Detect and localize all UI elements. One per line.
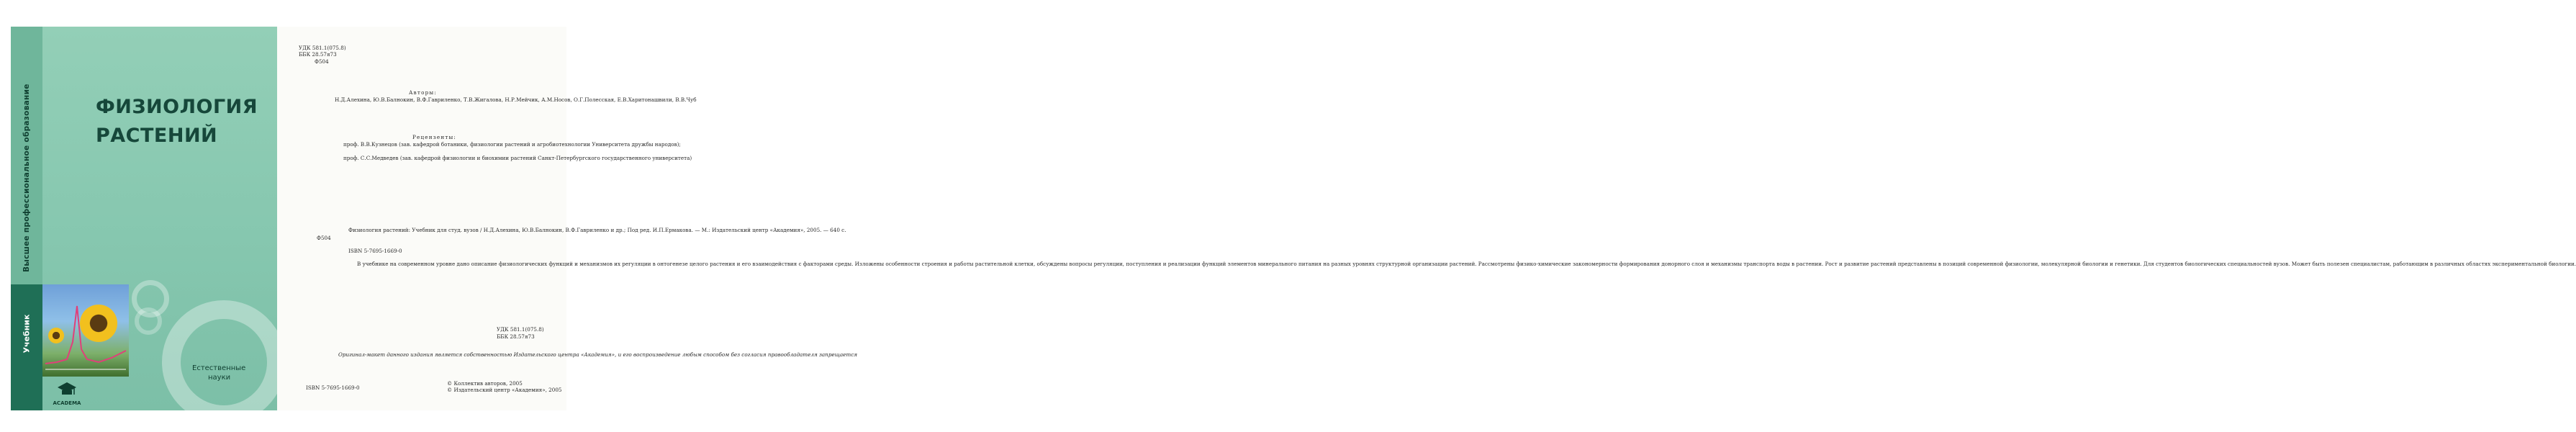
decorative-ring-small xyxy=(135,307,162,335)
book-spread xyxy=(11,27,2576,410)
bbk-code: ББК 28.57я73 xyxy=(299,51,337,58)
subject-line-1: Естественные xyxy=(192,364,246,372)
bibliographic-record: Физиология растений: Учебник для студ. вузов / Н.Д.Алехина, Ю.В.Балнокин, В.Ф.Гавриленко и др.; Под ред. И.П.Ермакова. — М.: Издательский центр «Академия», 2005. — 640 с. xyxy=(348,227,846,233)
authors-heading: Авторы: xyxy=(409,89,437,96)
subject-label xyxy=(192,364,245,382)
title-line-1: ФИЗИОЛОГИЯ xyxy=(96,96,258,118)
publisher-logo-text: ACADEMA xyxy=(53,400,81,406)
copyright-authors: © Коллектив авторов, 2005 xyxy=(447,380,523,387)
udk-code: УДК 581.1(075.8) xyxy=(299,45,346,51)
copyright-publisher: © Издательский центр «Академия», 2005 xyxy=(447,387,562,393)
reviewer-2: проф. С.С.Медведев (зав. кафедрой физиологии и биохимии растений Санкт-Петербургского государственного университета) xyxy=(343,155,692,161)
bbk-code-bottom: ББК 28.57я73 xyxy=(497,333,535,340)
reviewers-heading: Рецензенты: xyxy=(412,134,457,140)
academia-logo-icon xyxy=(57,382,77,397)
book-type-label: Учебник xyxy=(22,314,32,354)
decorative-ring xyxy=(162,300,286,424)
biblio-author-mark: Ф504 xyxy=(317,235,331,241)
publisher-logo xyxy=(53,382,81,408)
author-mark: Ф504 xyxy=(315,58,329,65)
book-title xyxy=(96,93,258,150)
udk-code-bottom: УДК 581.1(075.8) xyxy=(497,326,544,333)
isbn-bottom: ISBN 5-7695-1669-0 xyxy=(306,384,360,391)
graph-overlay-icon xyxy=(42,284,129,377)
sunflower-photo xyxy=(42,284,129,377)
imprint-page xyxy=(277,27,2576,410)
copyright-notice: Оригинал-макет данного издания является собственностью Издательского центра «Академия», и его воспроизведение любым способом без согласия правообладателя запрещается xyxy=(338,351,858,358)
title-line-2: РАСТЕНИЙ xyxy=(96,125,218,147)
subject-line-2: науки xyxy=(208,374,231,382)
book-cover xyxy=(11,27,277,410)
reviewer-1: проф. В.В.Кузнецов (зав. кафедрой ботаники, физиологии растений и агробиотехнологии Университета дружбы народов); xyxy=(343,141,681,148)
series-label: Высшее профессиональное образование xyxy=(22,84,31,272)
authors-list: Н.Д.Алехина, Ю.В.Балнокин, В.Ф.Гавриленко, Т.В.Жигалова, Н.Р.Мейчик, А.М.Носов, О.Г.Полесская, Е.В.Харитонашвили, В.В.Чуб xyxy=(335,96,697,103)
annotation-text: В учебнике на современном уровне дано описание физиологических функций и механизмов их регуляции в онтогенезе целого растения и его взаимодействия с факторами среды. Изложены особенности строения и работы растительной клетки, обсуждены вопросы регуляции, поступления и реализации функций элементов минерального питания на разных уровнях структурной организации растений. Рассмотрены физико-химические закономерности формирования донорного слоя и механизмы транспорта воды в растении. Рост и развитие растений представлены в позиций современной физиологии, молекулярной биологии и генетики. Для студентов биологических специальностей вузов. Может быть полезен специалистам, работающим в различных областях экспериментальной биологии. xyxy=(357,261,2576,267)
isbn: ISBN 5-7695-1669-0 xyxy=(348,248,402,254)
